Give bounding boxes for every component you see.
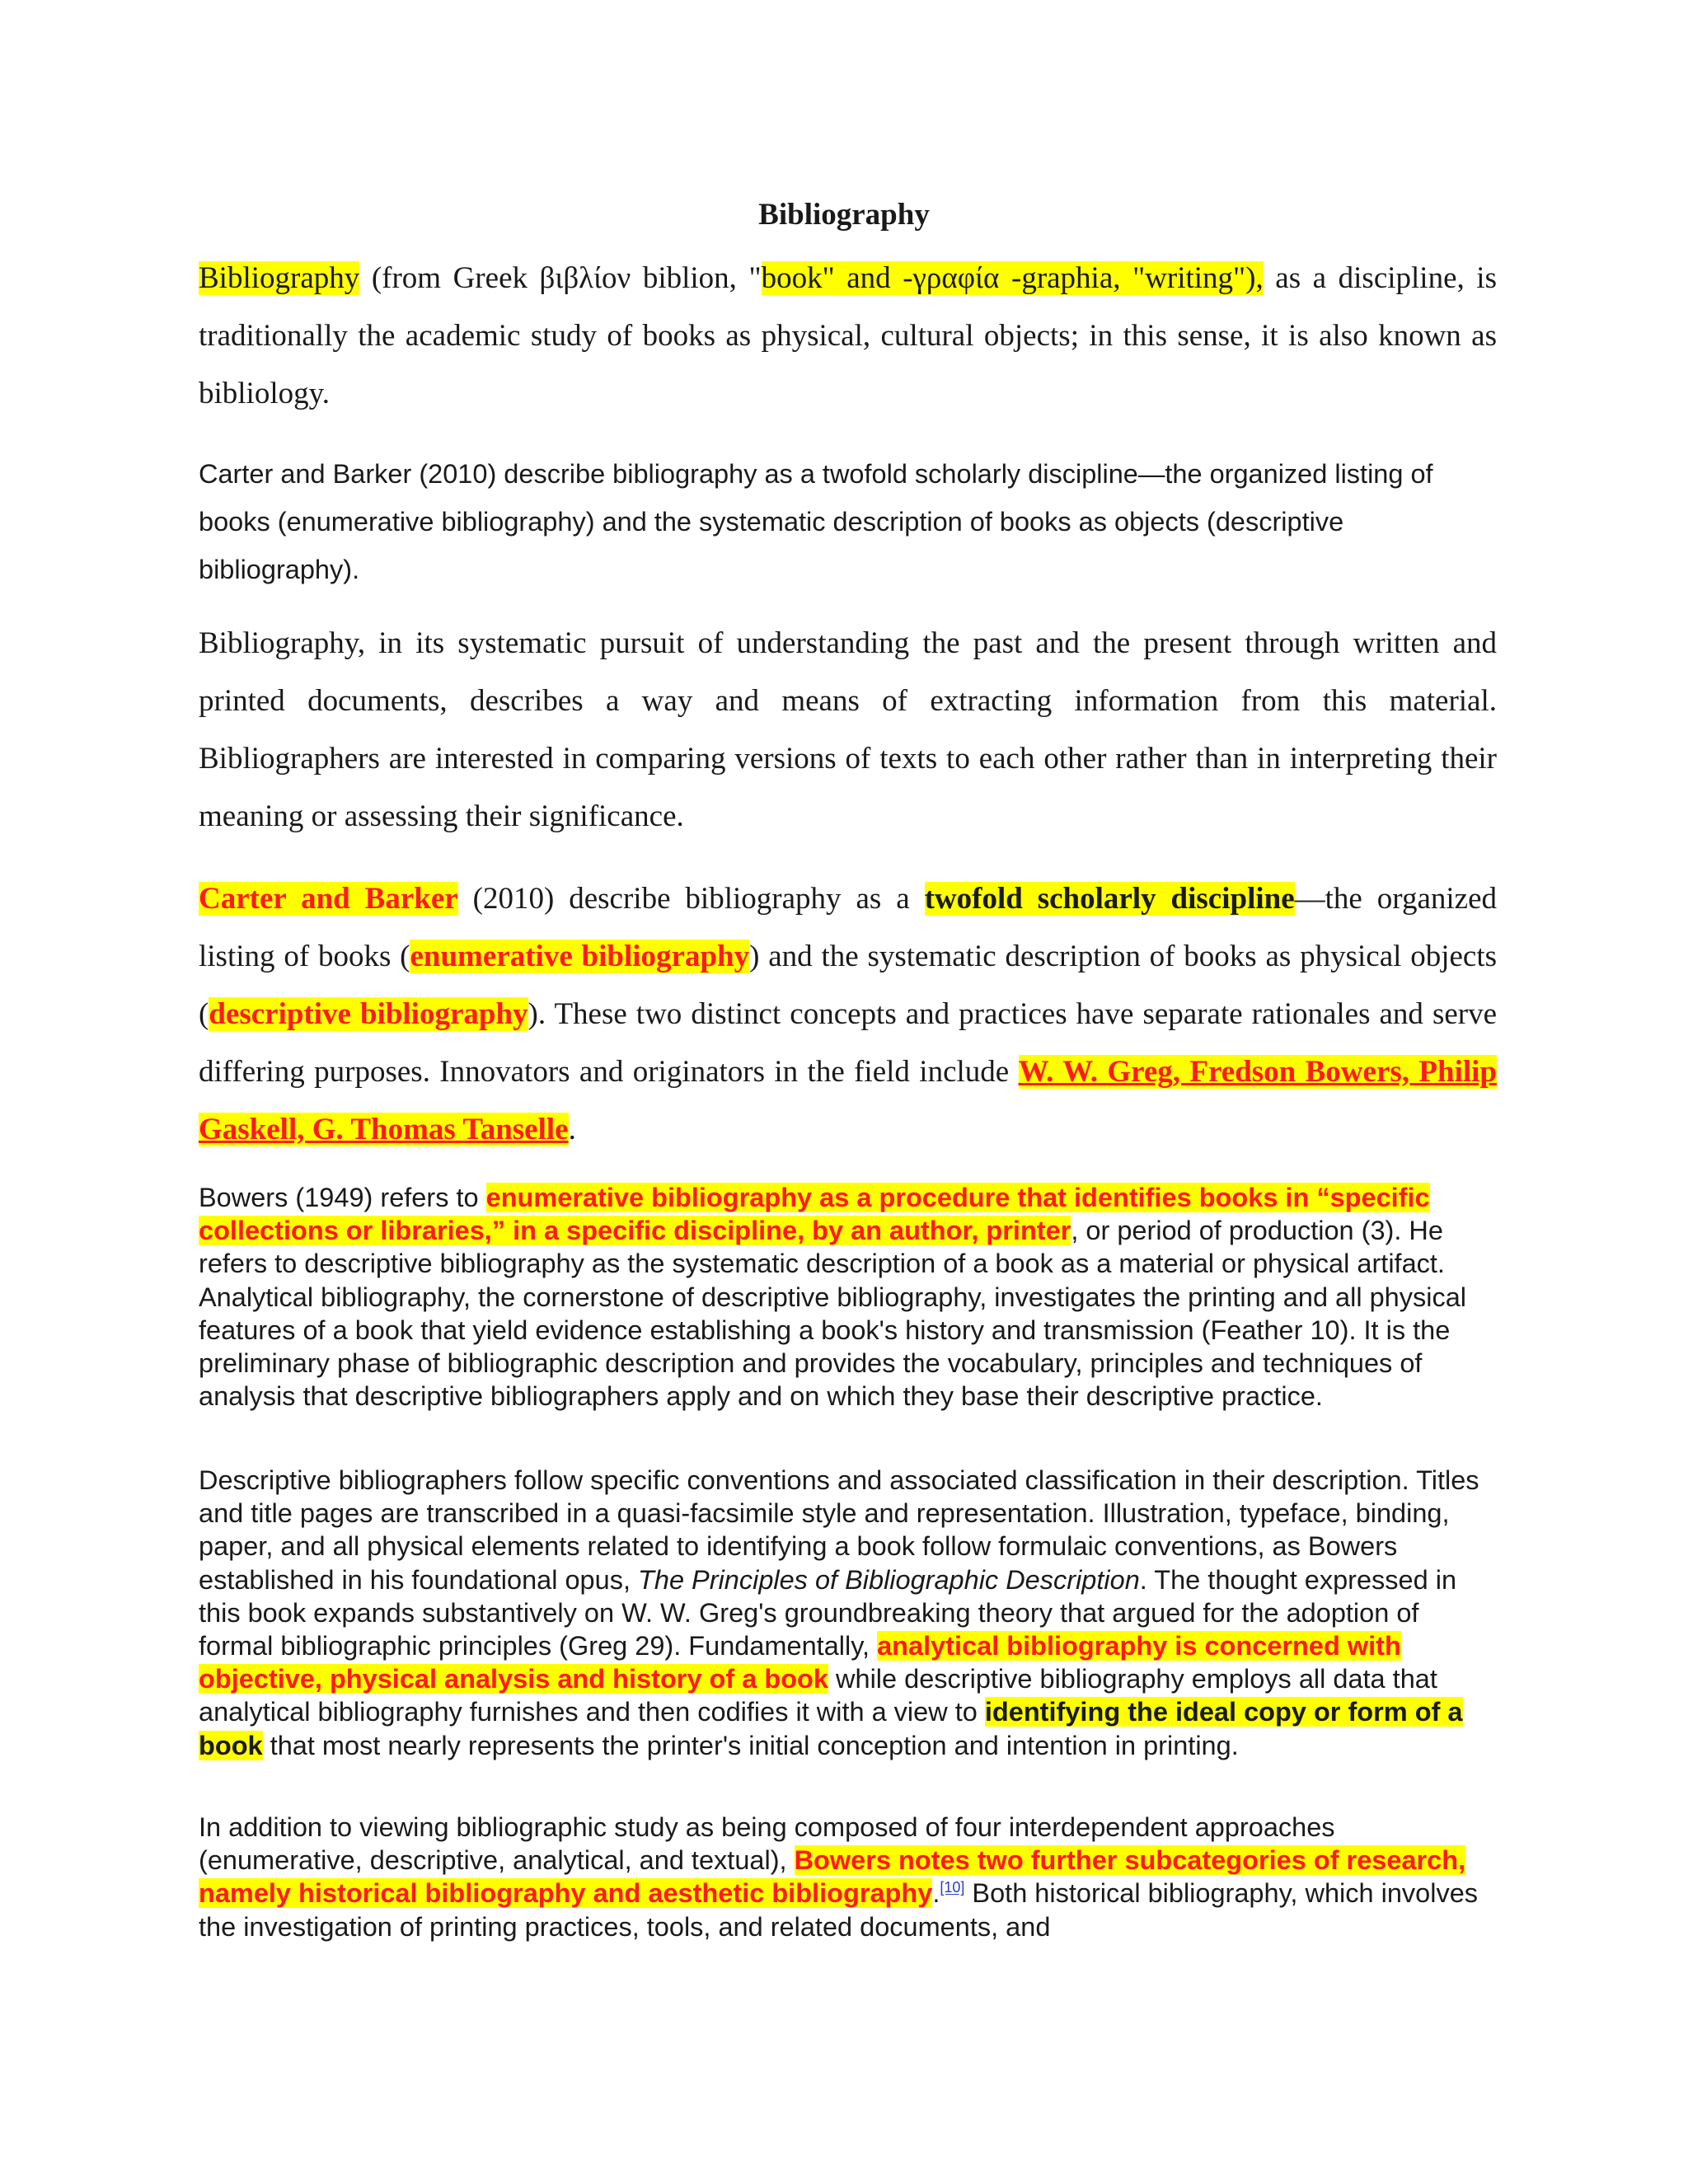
- highlight-enumerative: enumerative bibliography: [410, 940, 750, 973]
- text-run: .: [932, 1878, 940, 1909]
- paragraph-systematic-pursuit: Bibliography, in its systematic pursuit of understanding the past and the present through written and printed documents, describes a way and means of extracting information from this material. Bibliographers are interested in comparing versions of texts to each other rather than in interpreting their meaning or assessing their significance.: [199, 626, 1497, 833]
- highlight-term: Bibliography: [199, 261, 360, 295]
- text-run: ). These two distinct concepts and practices have separate rationales and serve differing purposes. Innovators and originators in the field include: [199, 997, 1498, 1089]
- text-run: —the organized listing of books (: [199, 882, 1497, 973]
- paragraph-twofold-discipline: [199, 870, 1497, 1159]
- text-run: Bowers (1949) refers to: [199, 1183, 486, 1212]
- highlight-ideal-copy: identifying the ideal copy or form of a book: [199, 1697, 1463, 1760]
- highlight-innovator-names: W. W. Greg, Fredson Bowers, Philip Gaskell, G. Thomas Tanselle: [199, 1055, 1497, 1146]
- paragraph-carter-barker-summary: Carter and Barker (2010) describe bibliography as a twofold scholarly discipline—the organized listing of books (enumerative bibliography) and the systematic description of books as objects (descriptive bibliography).: [199, 459, 1433, 584]
- book-title: The Principles of Bibliographic Description: [638, 1564, 1140, 1595]
- text-run: . The thought expressed in this book expands substantively on W. W. Greg's groundbreaking theory that argued for the adoption of formal bibliographic principles (Greg 29). Fundamentally,: [199, 1564, 1457, 1661]
- text-run: that most nearly represents the printer's initial conception and intention in printing.: [262, 1730, 1239, 1760]
- highlight-analytical: analytical bibliography is concerned with objective, physical analysis and history of a book: [199, 1631, 1401, 1694]
- highlight-etymology: book" and -γραφία -graphia, "writing"),: [761, 261, 1264, 295]
- footnote-link[interactable]: [10]: [940, 1879, 965, 1896]
- paragraph-bowers-1949: [199, 1181, 1499, 1413]
- text-run: while descriptive bibliography employs all data that analytical bibliography furnishes and then codifies it with a view to: [199, 1664, 1437, 1727]
- text-run: Both historical bibliography, which involves the investigation of printing practices, tools, and related documents, and: [199, 1878, 1479, 1942]
- highlight-descriptive: descriptive bibliography: [209, 997, 528, 1031]
- text-run: (from Greek βιβλίον biblion, ": [359, 261, 762, 295]
- highlight-enumerative-procedure: enumerative bibliography as a procedure that identifies books in “specific collections or libraries,” in a specific discipline, by an author, printer: [199, 1183, 1430, 1246]
- page-title: Bibliography: [758, 198, 930, 232]
- paragraph-subcategories: [199, 1811, 1499, 1943]
- highlight-subcategories: Bowers notes two further subcategories of research, namely historical bibliography and aesthetic bibliography: [199, 1845, 1466, 1909]
- paragraph-descriptive-conventions: [199, 1464, 1499, 1762]
- highlight-twofold: twofold scholarly discipline: [924, 882, 1295, 916]
- text-run: , or period of production (3). He refers to descriptive bibliography as the systematic description of a book as a material or physical artifact. Analytical bibliography, the cornerstone of descriptive bibliography, investigates the printing and all physical features of a book that yield evidence establishing a book's history and transmission (Feather 10). It is the preliminary phase of bibliographic description and provides the vocabulary, principles and techniques of analysis that descriptive bibliographers apply and on which they base their descriptive practice.: [199, 1216, 1467, 1412]
- text-run: .: [568, 1113, 576, 1146]
- paragraph-definition: [199, 250, 1497, 423]
- text-run: (2010) describe bibliography as a: [457, 882, 925, 916]
- text-run: In addition to viewing bibliographic study as being composed of four interdependent approaches (enumerative, descriptive, analytical, and textual),: [199, 1812, 1335, 1876]
- text-run: Descriptive bibliographers follow specific conventions and associated classification in their description. Titles and title pages are transcribed in a quasi-facsimile style and representation. Illustration, typeface, binding, paper, and all physical elements related to identifying a book follow formulaic conventions, as Bowers established in his foundational opus,: [199, 1465, 1479, 1595]
- highlight-authors: Carter and Barker: [199, 882, 458, 916]
- text-run: ) and the systematic description of books as physical objects (: [199, 940, 1497, 1031]
- text-run: as a discipline, is traditionally the academic study of books as physical, cultural objects; in this sense, it is also known as bibliology.: [199, 261, 1497, 410]
